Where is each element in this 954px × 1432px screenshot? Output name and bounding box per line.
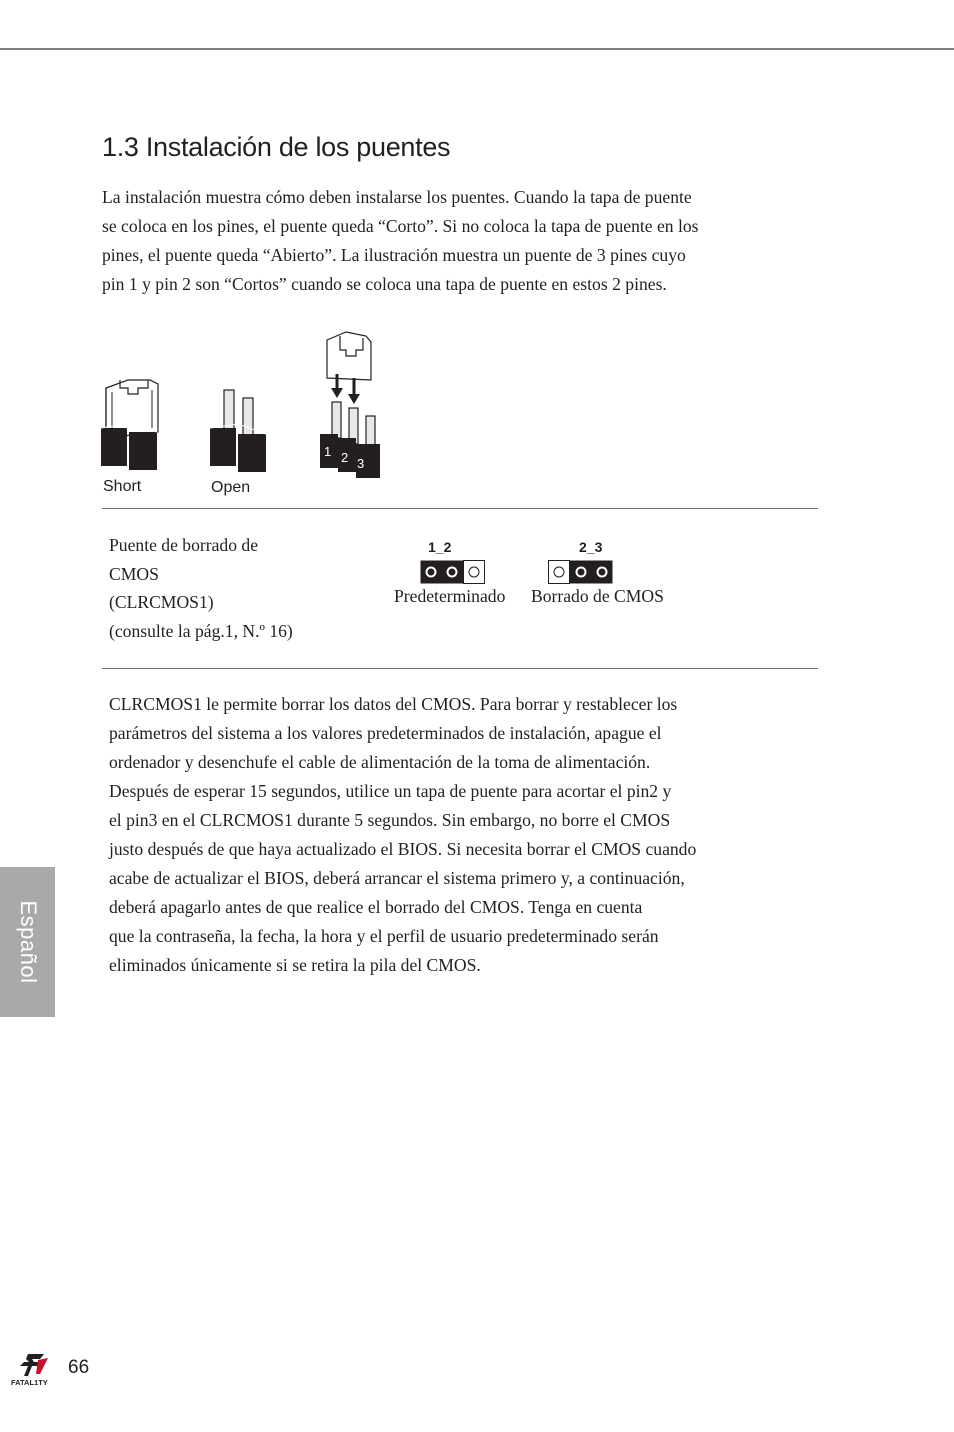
jumper-name-line: CMOS [109,563,159,584]
description-line: deberá apagarlo antes de que realice el borrado del CMOS. Tenga en cuenta [109,897,643,917]
description-line: parámetros del sistema a los valores predeterminados de instalación, apague el [109,723,662,743]
setting-label-default: Predeterminado [394,586,506,606]
open-jumper-graphic [210,390,266,472]
jumper-illustration [98,328,398,498]
pin-number-3: 3 [357,456,365,471]
jumper-name-line: (CLRCMOS1) [109,592,214,612]
logo-text: FATAL1TY [11,1378,48,1387]
pin-diagram-clear-cmos [548,560,614,584]
table-bottom-rule [102,668,818,669]
language-side-tab [0,867,55,1017]
description-line: CLRCMOS1 le permite borrar los datos del CMOS. Para borrar y restablecer los [109,694,678,714]
short-label: Short [103,478,142,495]
language-label: Español [15,900,41,984]
jumper-name-line: Puente de borrado de [109,535,259,555]
setting-label-clear-cmos: Borrado de CMOS [531,586,664,606]
description-line: Después de esperar 15 segundos, utilice un tapa de puente para acortar el pin2 y [109,781,672,801]
intro-line: pines, el puente queda “Abierto”. La ilustración muestra un puente de 3 pines cuyo [102,245,686,265]
description-line: el pin3 en el CLRCMOS1 durante 5 segundos. Sin embargo, no borre el CMOS [109,810,671,830]
open-label: Open [211,479,251,496]
jumper-name [109,531,293,645]
intro-line: pin 1 y pin 2 son “Cortos” cuando se coloca una tapa de puente en estos 2 pines. [102,274,667,294]
pin-number-1: 1 [324,444,332,459]
description-line: acabe de actualizar el BIOS, deberá arrancar el sistema primero y, a continuación, [109,868,685,888]
three-pin-jumper-graphic [320,332,380,478]
description-line: que la contraseña, la fecha, la hora y el perfil de usuario predeterminado serán [109,926,659,946]
table-top-rule [102,508,818,509]
short-jumper-graphic [101,380,158,470]
page-number: 66 [68,1357,90,1378]
intro-line: La instalación muestra cómo deben instalarse los puentes. Cuando la tapa de puente [102,187,692,207]
intro-paragraph [102,183,699,299]
intro-line: se coloca en los pines, el puente queda “Corto”. Si no coloca la tapa de puente en los [102,216,699,236]
description-line: eliminados únicamente si se retira la pila del CMOS. [109,955,481,975]
top-rule [0,48,954,50]
pin-diagram-default [420,560,486,584]
fatal1ty-logo [10,1352,64,1388]
pin-number-2: 2 [341,450,349,465]
description-paragraph [109,690,696,980]
section-title: 1.3 Instalación de los puentes [102,132,451,162]
description-line: ordenador y desenchufe el cable de alimentación de la toma de alimentación. [109,752,651,772]
description-line: justo después de que haya actualizado el BIOS. Si necesita borrar el CMOS cuando [109,839,697,859]
jumper-name-line: (consulte la pág.1, N.º 16) [109,620,293,641]
pins-label-1-2: 1_2 [428,539,452,555]
pins-label-2-3: 2_3 [579,539,603,555]
